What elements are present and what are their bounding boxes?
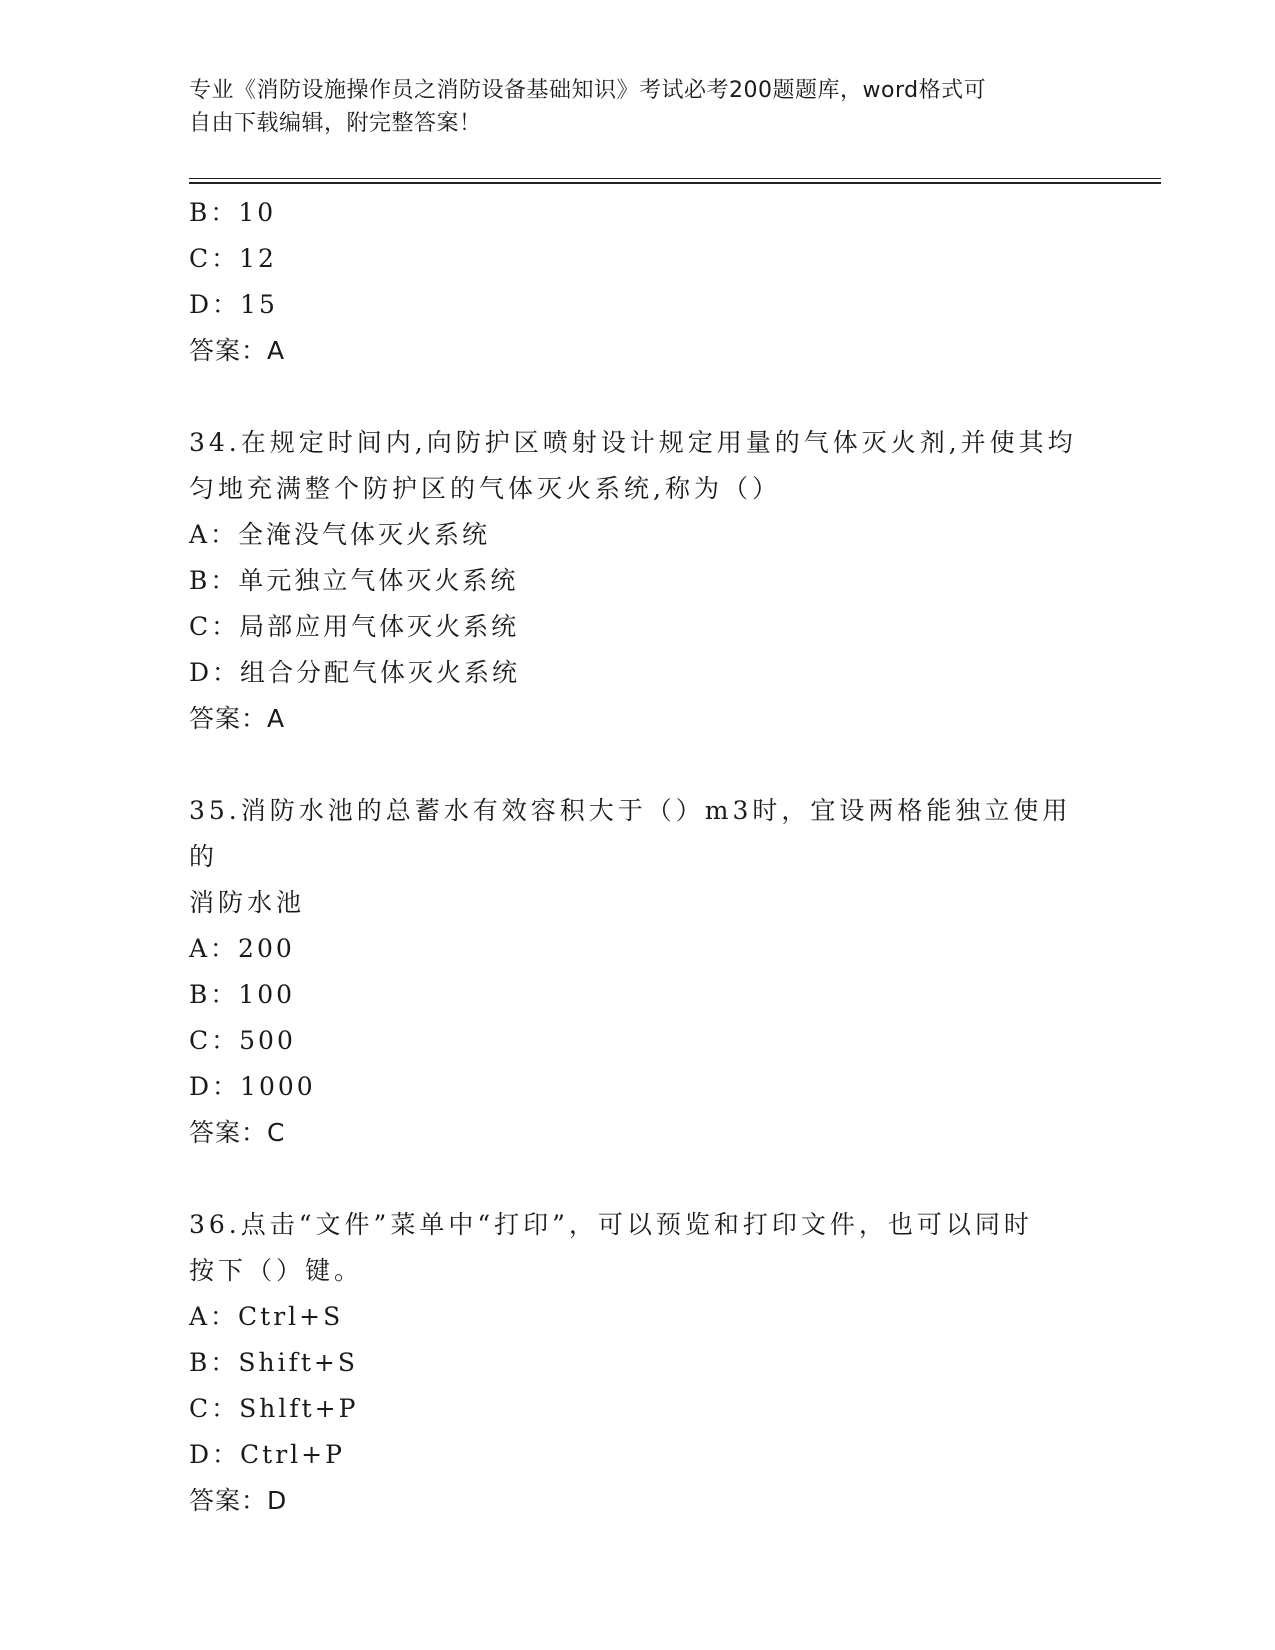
question-stem-line-2: 消防水池	[189, 888, 306, 917]
answer-line: 答案：A	[189, 704, 286, 733]
document-body	[189, 190, 1089, 1524]
option-c: C：500	[189, 1026, 296, 1055]
option-d: D：1000	[189, 1072, 316, 1101]
question-stem-line-1: 34.在规定时间内,向防护区喷射设计规定用量的气体灭火剂,并使其均	[189, 428, 1077, 457]
option-d: D：Ctrl+P	[189, 1440, 345, 1469]
option-b: B：单元独立气体灭火系统	[189, 566, 519, 595]
option-c: C：局部应用气体灭火系统	[189, 612, 520, 641]
prev-question-block	[189, 190, 1089, 374]
question-stem-line-2: 按下（）键。	[189, 1256, 364, 1285]
option-d: D：组合分配气体灭火系统	[189, 658, 521, 687]
spacer	[189, 742, 1089, 788]
option-b: B：100	[189, 980, 296, 1009]
option-c: C：Shlft+P	[189, 1394, 359, 1423]
question-block	[189, 1202, 1089, 1524]
header-line-1: 专业《消防设施操作员之消防设备基础知识》考试必考200题题库，word格式可	[189, 78, 987, 103]
header-divider-thin	[189, 178, 1161, 179]
question-stem-line-1: 35.消防水池的总蓄水有效容积大于（）m3时，宜设两格能独立使用的	[189, 796, 1072, 871]
header-divider-thick	[189, 182, 1161, 184]
option-c: C：12	[189, 244, 277, 273]
spacer	[189, 374, 1089, 420]
header-line-2: 自由下载编辑，附完整答案！	[189, 111, 482, 136]
answer-line: 答案：D	[189, 1486, 288, 1515]
option-b: B：Shift+S	[189, 1348, 358, 1377]
question-block	[189, 788, 1089, 1156]
answer-line: 答案：C	[189, 1118, 286, 1147]
option-b: B：10	[189, 198, 277, 227]
question-stem-line-2: 匀地充满整个防护区的气体灭火系统,称为（）	[189, 474, 781, 503]
question-block	[189, 420, 1089, 742]
option-a: A：Ctrl+S	[189, 1302, 344, 1331]
question-stem-line-1: 36.点击“文件”菜单中“打印”，可以预览和打印文件，也可以同时	[189, 1210, 1033, 1239]
document-header	[189, 74, 1089, 140]
spacer	[189, 1156, 1089, 1202]
option-a: A：全淹没气体灭火系统	[189, 520, 491, 549]
answer-line: 答案：A	[189, 336, 286, 365]
option-a: A：200	[189, 934, 295, 963]
option-d: D：15	[189, 290, 278, 319]
